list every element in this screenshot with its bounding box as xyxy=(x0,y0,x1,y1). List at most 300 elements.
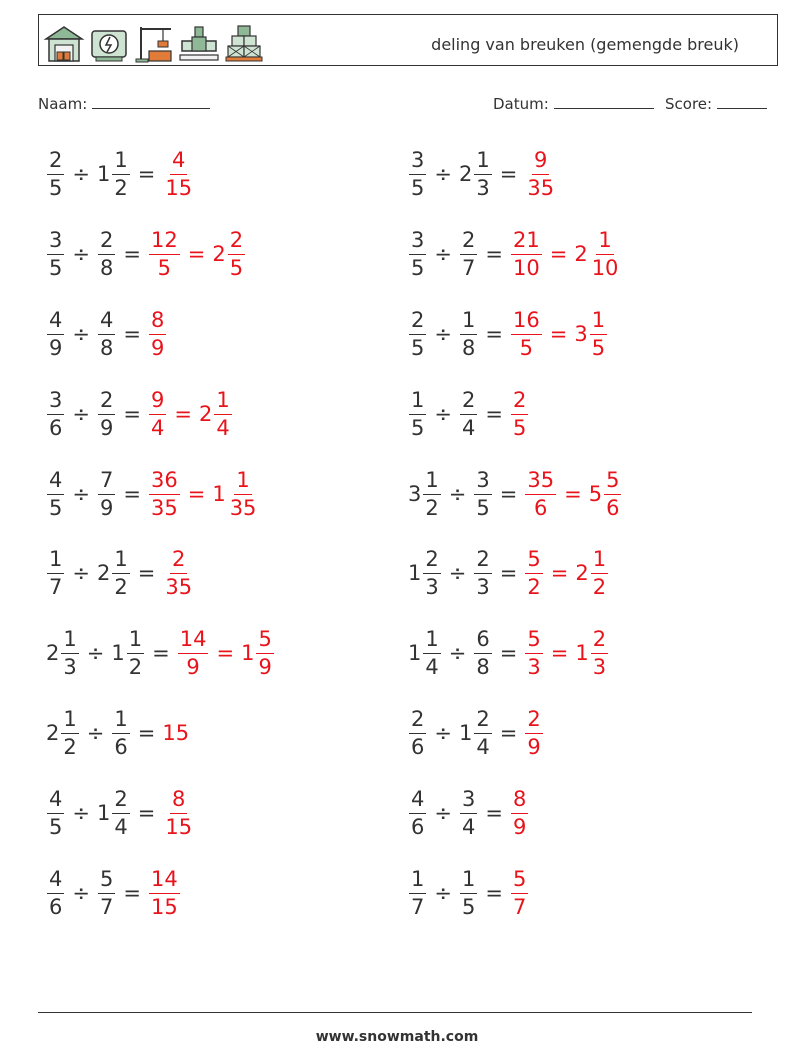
number xyxy=(46,626,80,679)
denominator: 9 xyxy=(258,654,272,679)
equals-sign: = xyxy=(137,801,156,825)
numerator: 1 xyxy=(47,549,64,574)
numerator: 1 xyxy=(214,390,231,415)
fraction xyxy=(127,626,144,679)
answer xyxy=(162,546,195,599)
denominator: 5 xyxy=(591,335,606,360)
answer xyxy=(524,626,609,679)
number xyxy=(524,546,543,599)
whole-part: 2 xyxy=(198,402,213,426)
equals-sign: = xyxy=(216,641,235,665)
fraction xyxy=(511,866,528,919)
whole-part: 15 xyxy=(162,721,190,745)
denominator: 2 xyxy=(425,495,439,520)
power-panel-icon xyxy=(88,23,130,63)
numerator: 2 xyxy=(170,549,187,574)
denominator: 8 xyxy=(99,335,114,360)
number xyxy=(458,147,493,200)
numerator: 6 xyxy=(474,629,491,654)
whole-part: 1 xyxy=(96,801,111,825)
numerator: 1 xyxy=(460,310,477,335)
answer xyxy=(148,387,233,440)
number xyxy=(473,467,492,520)
numerator: 5 xyxy=(511,869,528,894)
fraction xyxy=(228,227,245,280)
numerator: 1 xyxy=(409,390,426,415)
problem-item xyxy=(46,863,181,923)
number xyxy=(162,721,190,745)
score-field[interactable] xyxy=(665,94,767,113)
fraction xyxy=(47,307,64,360)
numerator: 5 xyxy=(256,629,273,654)
denominator: 9 xyxy=(99,495,114,520)
problem-item xyxy=(408,623,609,683)
answer xyxy=(510,387,529,440)
fraction xyxy=(228,467,259,520)
numerator: 7 xyxy=(98,470,115,495)
denominator: 15 xyxy=(165,175,193,200)
fraction xyxy=(98,387,115,440)
number xyxy=(524,626,543,679)
header-box xyxy=(38,14,778,66)
number xyxy=(46,387,65,440)
number xyxy=(148,387,167,440)
number xyxy=(96,147,131,200)
whole-part: 2 xyxy=(458,162,473,186)
whole-part: 2 xyxy=(46,641,60,665)
fraction xyxy=(423,467,440,520)
fraction xyxy=(214,387,231,440)
denominator: 3 xyxy=(592,654,607,679)
denominator: 10 xyxy=(512,255,540,280)
date-field[interactable] xyxy=(493,94,654,113)
fraction xyxy=(98,307,115,360)
whole-part: 1 xyxy=(212,482,226,506)
fraction xyxy=(112,706,129,759)
numerator: 8 xyxy=(149,310,166,335)
fraction xyxy=(474,706,491,759)
numerator: 4 xyxy=(170,150,187,175)
numerator: 2 xyxy=(460,390,477,415)
denominator: 3 xyxy=(63,654,77,679)
fraction xyxy=(98,227,115,280)
fraction xyxy=(525,147,556,200)
fraction xyxy=(525,546,542,599)
fraction xyxy=(149,227,180,280)
divide-sign: ÷ xyxy=(72,162,90,186)
numerator: 1 xyxy=(61,629,78,654)
divide-sign: ÷ xyxy=(434,322,452,346)
fraction xyxy=(47,866,64,919)
fraction xyxy=(163,786,194,839)
denominator: 35 xyxy=(229,495,257,520)
denominator: 6 xyxy=(114,734,128,759)
number xyxy=(162,147,195,200)
numerator: 3 xyxy=(409,150,426,175)
equals-sign: = xyxy=(485,881,503,905)
number xyxy=(148,227,181,280)
denominator: 5 xyxy=(229,255,244,280)
numerator: 36 xyxy=(149,470,180,495)
number xyxy=(241,626,275,679)
fraction xyxy=(525,467,556,520)
divide-sign: ÷ xyxy=(86,641,105,665)
denominator: 6 xyxy=(49,894,63,919)
numerator: 1 xyxy=(460,869,477,894)
divide-sign: ÷ xyxy=(448,641,467,665)
numerator: 4 xyxy=(98,310,115,335)
fraction xyxy=(163,546,194,599)
header-icons xyxy=(43,19,265,63)
problem-item xyxy=(46,384,233,444)
whole-part: 1 xyxy=(575,641,589,665)
name-label: Naam: xyxy=(38,95,88,113)
number xyxy=(97,307,116,360)
denominator: 2 xyxy=(114,574,128,599)
numerator: 3 xyxy=(47,230,64,255)
number xyxy=(510,866,529,919)
numerator: 16 xyxy=(511,310,542,335)
denominator: 5 xyxy=(411,415,425,440)
footer-url: www.snowmath.com xyxy=(315,1029,479,1045)
numerator: 2 xyxy=(409,709,426,734)
numerator: 2 xyxy=(423,549,440,574)
name-field[interactable] xyxy=(38,94,210,113)
fraction xyxy=(409,866,426,919)
fraction xyxy=(590,227,621,280)
denominator: 5 xyxy=(49,175,63,200)
denominator: 4 xyxy=(114,814,128,839)
crane-icon xyxy=(133,23,175,63)
fraction xyxy=(112,147,129,200)
fraction xyxy=(47,227,64,280)
numerator: 3 xyxy=(474,470,491,495)
denominator: 15 xyxy=(150,894,178,919)
equals-sign: = xyxy=(485,801,503,825)
denominator: 7 xyxy=(411,894,425,919)
numerator: 2 xyxy=(511,390,528,415)
number xyxy=(458,706,493,759)
divide-sign: ÷ xyxy=(72,561,90,585)
fraction xyxy=(474,546,491,599)
denominator: 9 xyxy=(49,335,63,360)
number xyxy=(408,387,427,440)
equals-sign: = xyxy=(499,641,518,665)
equals-sign: = xyxy=(123,881,141,905)
equals-sign: = xyxy=(123,242,141,266)
denominator: 5 xyxy=(411,175,425,200)
denominator: 5 xyxy=(411,255,425,280)
numerator: 1 xyxy=(61,709,78,734)
problem-item xyxy=(46,464,259,524)
denominator: 4 xyxy=(216,415,230,440)
answer xyxy=(524,706,543,759)
divide-sign: ÷ xyxy=(86,721,105,745)
number xyxy=(111,626,145,679)
numerator: 4 xyxy=(47,310,64,335)
numerator: 1 xyxy=(591,549,608,574)
fraction xyxy=(149,866,180,919)
fraction xyxy=(409,387,426,440)
problem-item xyxy=(46,623,275,683)
whole-part: 5 xyxy=(588,482,603,506)
equals-sign: = xyxy=(550,641,569,665)
fraction xyxy=(149,467,180,520)
number xyxy=(162,786,195,839)
denominator: 8 xyxy=(99,255,114,280)
fraction xyxy=(47,387,64,440)
numerator: 4 xyxy=(47,789,64,814)
divide-sign: ÷ xyxy=(72,801,90,825)
problem-item xyxy=(46,543,195,603)
fraction xyxy=(511,786,528,839)
fraction xyxy=(511,227,542,280)
divide-sign: ÷ xyxy=(72,402,90,426)
answer xyxy=(510,227,621,280)
answer xyxy=(524,546,609,599)
number xyxy=(111,706,130,759)
answer xyxy=(162,721,190,745)
denominator: 35 xyxy=(527,175,555,200)
equals-sign: = xyxy=(485,242,503,266)
problem-item xyxy=(46,304,167,364)
fraction xyxy=(423,546,440,599)
fraction xyxy=(47,147,64,200)
equals-sign: = xyxy=(137,721,156,745)
number xyxy=(459,227,478,280)
denominator: 3 xyxy=(476,574,490,599)
equals-sign: = xyxy=(564,482,582,506)
problem-item xyxy=(46,783,195,843)
number xyxy=(408,227,427,280)
denominator: 7 xyxy=(49,574,63,599)
number xyxy=(408,706,427,759)
numerator: 2 xyxy=(460,230,477,255)
denominator: 10 xyxy=(591,255,619,280)
whole-part: 2 xyxy=(96,561,111,585)
number xyxy=(473,546,492,599)
number xyxy=(574,227,621,280)
problem-item xyxy=(408,783,529,843)
whole-part: 1 xyxy=(96,162,111,186)
numerator: 5 xyxy=(525,629,542,654)
denominator: 2 xyxy=(114,175,128,200)
numerator: 1 xyxy=(423,629,440,654)
number xyxy=(408,307,427,360)
number xyxy=(97,387,116,440)
problem-item xyxy=(46,224,246,284)
numerator: 5 xyxy=(604,470,621,495)
fraction xyxy=(423,626,440,679)
equals-sign: = xyxy=(123,402,141,426)
whole-part: 1 xyxy=(111,641,125,665)
number xyxy=(148,467,181,520)
number xyxy=(97,467,116,520)
problem-item xyxy=(408,543,609,603)
fraction xyxy=(591,546,608,599)
number xyxy=(408,147,427,200)
numerator: 9 xyxy=(532,150,549,175)
fraction xyxy=(511,387,528,440)
numerator: 1 xyxy=(474,150,491,175)
whole-part: 2 xyxy=(212,242,226,266)
numerator: 2 xyxy=(112,789,129,814)
denominator: 15 xyxy=(165,814,193,839)
denominator: 6 xyxy=(49,415,63,440)
number xyxy=(162,546,195,599)
problem-item xyxy=(408,863,529,923)
number xyxy=(177,626,210,679)
equals-sign: = xyxy=(550,561,569,585)
divide-sign: ÷ xyxy=(72,322,90,346)
fraction xyxy=(98,866,115,919)
numerator: 2 xyxy=(591,629,608,654)
number xyxy=(459,786,478,839)
denominator: 6 xyxy=(411,814,425,839)
divide-sign: ÷ xyxy=(434,402,452,426)
denominator: 2 xyxy=(128,654,143,679)
numerator: 1 xyxy=(409,869,426,894)
denominator: 5 xyxy=(411,335,425,360)
whole-part: 2 xyxy=(575,561,589,585)
fraction xyxy=(460,227,477,280)
numerator: 1 xyxy=(596,230,613,255)
equals-sign: = xyxy=(499,482,518,506)
denominator: 8 xyxy=(476,654,490,679)
fraction xyxy=(590,307,607,360)
fraction xyxy=(460,786,477,839)
number xyxy=(510,227,543,280)
numerator: 1 xyxy=(127,629,144,654)
fraction xyxy=(525,706,542,759)
numerator: 9 xyxy=(149,390,166,415)
number xyxy=(575,626,609,679)
name-blank[interactable] xyxy=(92,94,210,109)
number xyxy=(148,866,181,919)
problem-item xyxy=(408,464,622,524)
problem-item xyxy=(46,703,190,763)
date-blank[interactable] xyxy=(554,94,654,109)
denominator: 7 xyxy=(99,894,114,919)
fraction xyxy=(112,546,129,599)
divide-sign: ÷ xyxy=(434,162,452,186)
numerator: 1 xyxy=(423,470,440,495)
fraction xyxy=(409,147,426,200)
denominator: 2 xyxy=(527,574,541,599)
equals-sign: = xyxy=(499,162,518,186)
denominator: 4 xyxy=(150,415,165,440)
denominator: 35 xyxy=(150,495,178,520)
co2-pipe-icon xyxy=(178,23,220,63)
numerator: 3 xyxy=(409,230,426,255)
denominator: 9 xyxy=(186,654,200,679)
denominator: 9 xyxy=(99,415,114,440)
number xyxy=(97,866,116,919)
denominator: 5 xyxy=(512,415,527,440)
fraction xyxy=(474,147,491,200)
fraction xyxy=(474,626,491,679)
fraction xyxy=(47,786,64,839)
equals-sign: = xyxy=(123,322,141,346)
divide-sign: ÷ xyxy=(434,242,452,266)
divide-sign: ÷ xyxy=(72,482,90,506)
denominator: 6 xyxy=(534,495,548,520)
equals-sign: = xyxy=(485,402,503,426)
denominator: 5 xyxy=(49,495,63,520)
number xyxy=(524,706,543,759)
numerator: 1 xyxy=(112,709,129,734)
number xyxy=(408,786,427,839)
whole-part: 1 xyxy=(408,561,422,585)
divide-sign: ÷ xyxy=(434,801,452,825)
numerator: 1 xyxy=(234,470,251,495)
fraction xyxy=(149,387,166,440)
number xyxy=(473,626,492,679)
denominator: 8 xyxy=(461,335,476,360)
answer xyxy=(510,786,529,839)
whole-part: 2 xyxy=(574,242,588,266)
denominator: 5 xyxy=(461,894,476,919)
answer xyxy=(162,786,195,839)
fraction xyxy=(511,307,542,360)
denominator: 7 xyxy=(512,894,527,919)
fraction xyxy=(460,866,477,919)
denominator: 6 xyxy=(606,495,620,520)
numerator: 1 xyxy=(590,310,607,335)
number xyxy=(574,307,608,360)
pallet-boxes-icon xyxy=(223,23,265,63)
numerator: 2 xyxy=(228,230,245,255)
equals-sign: = xyxy=(499,561,518,585)
score-blank[interactable] xyxy=(717,94,767,109)
numerator: 2 xyxy=(98,390,115,415)
equals-sign: = xyxy=(499,721,518,745)
numerator: 2 xyxy=(474,709,491,734)
score-label: Score: xyxy=(665,95,713,113)
fraction xyxy=(61,706,78,759)
answer xyxy=(162,147,195,200)
denominator: 4 xyxy=(461,415,476,440)
warehouse-icon xyxy=(43,23,85,63)
denominator: 2 xyxy=(592,574,607,599)
number xyxy=(408,626,442,679)
fraction xyxy=(149,307,166,360)
divide-sign: ÷ xyxy=(448,561,467,585)
denominator: 9 xyxy=(150,335,165,360)
answer xyxy=(510,307,608,360)
problem-item xyxy=(408,144,557,204)
number xyxy=(198,387,233,440)
numerator: 12 xyxy=(149,230,180,255)
fraction xyxy=(61,626,78,679)
denominator: 2 xyxy=(63,734,77,759)
whole-part: 1 xyxy=(458,721,473,745)
fraction xyxy=(525,626,542,679)
number xyxy=(408,546,442,599)
number xyxy=(408,866,427,919)
number xyxy=(46,307,65,360)
number xyxy=(524,147,557,200)
number xyxy=(212,467,259,520)
equals-sign: = xyxy=(187,242,206,266)
problem-item xyxy=(408,304,608,364)
number xyxy=(46,786,65,839)
equals-sign: = xyxy=(485,322,503,346)
equals-sign: = xyxy=(174,402,192,426)
numerator: 14 xyxy=(149,869,180,894)
numerator: 1 xyxy=(112,150,129,175)
equals-sign: = xyxy=(123,482,141,506)
